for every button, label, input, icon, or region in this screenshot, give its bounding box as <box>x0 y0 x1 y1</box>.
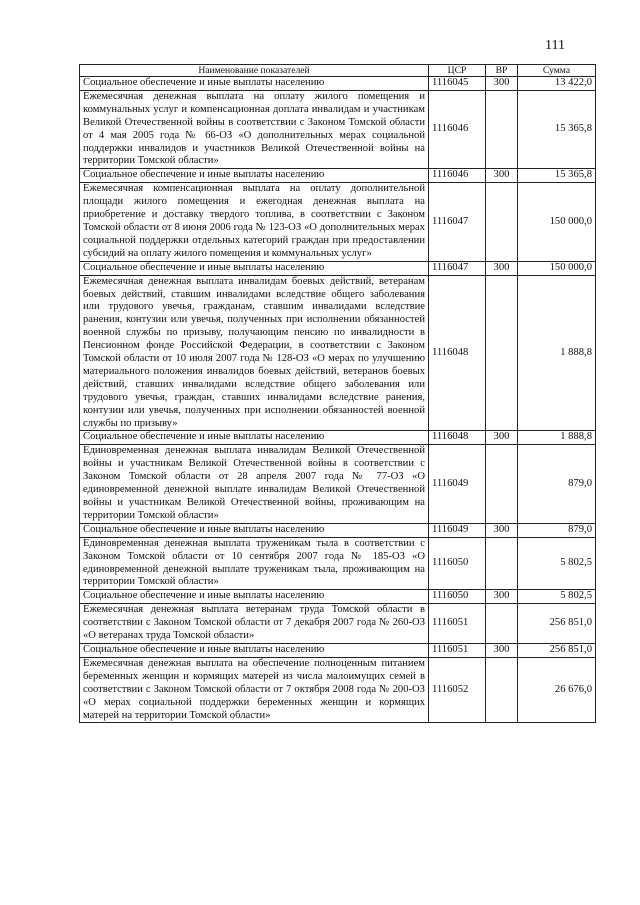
cell-name: Ежемесячная денежная выплата инвалидам боевых действий, ветеранам боевых действий, ставшим инвалидами вследствие общего заболевания или трудового увечья, гражданам, ставшим инвалидами вследствие ранения, контузии или увечья, полученных при исполнении обязанностей военной службы по призыву, получающим пенсию по инвалидности в Пенсионном фонде Российской Федерации, в соответствии с Законом Томской области от 10 июля 2007 года № 128-ОЗ «О мерах по улучшению материального положения инвалидов боевых действий, ветеранов боевых действий, ставших инвалидами вследствие общего заболевания или трудового увечья, граждан, ставших инвалидами вследствие ранения, контузии или увечья, полученных при исполнении обязанностей военной службы по призыву» <box>80 275 429 431</box>
table-header-row <box>80 65 596 77</box>
cell-sum: 15 365,8 <box>518 169 596 183</box>
cell-sum: 1 888,8 <box>518 275 596 431</box>
cell-sum: 15 365,8 <box>518 90 596 168</box>
header-sum: Сумма <box>518 65 596 77</box>
cell-csr: 1116049 <box>429 523 486 537</box>
cell-name: Социальное обеспечение и иные выплаты населению <box>80 77 429 91</box>
cell-name: Ежемесячная денежная выплата на оплату жилого помещения и коммунальных услуг и компенсационная доплата инвалидам и участникам Великой Отечественной войны в соответствии с Законом Томской области от 4 мая 2005 года № 66-ОЗ «О дополнительных мерах социальной поддержки инвалидов и участников Великой Отечественной войны на территории Томской области» <box>80 90 429 168</box>
cell-vr: 300 <box>486 523 518 537</box>
cell-csr: 1116050 <box>429 537 486 590</box>
cell-vr <box>486 90 518 168</box>
cell-sum: 5 802,5 <box>518 537 596 590</box>
cell-csr: 1116051 <box>429 604 486 644</box>
cell-vr: 300 <box>486 590 518 604</box>
table-row-subtotal <box>80 643 596 657</box>
cell-name: Социальное обеспечение и иные выплаты населению <box>80 261 429 275</box>
cell-name: Социальное обеспечение и иные выплаты населению <box>80 169 429 183</box>
cell-vr: 300 <box>486 431 518 445</box>
cell-sum: 256 851,0 <box>518 604 596 644</box>
cell-csr: 1116047 <box>429 183 486 261</box>
header-vr: ВР <box>486 65 518 77</box>
cell-vr <box>486 604 518 644</box>
budget-table <box>79 64 596 723</box>
cell-vr <box>486 657 518 723</box>
cell-name: Ежемесячная денежная выплата ветеранам труда Томской области в соответствии с Законом Томской области от 7 декабря 2007 года № 260-ОЗ «О ветеранах труда Томской области» <box>80 604 429 644</box>
table-row-subtotal <box>80 590 596 604</box>
cell-sum: 13 422,0 <box>518 77 596 91</box>
cell-sum: 879,0 <box>518 445 596 523</box>
cell-csr: 1116046 <box>429 90 486 168</box>
cell-name: Социальное обеспечение и иные выплаты населению <box>80 643 429 657</box>
table-row-subtotal <box>80 431 596 445</box>
header-name: Наименование показателей <box>80 65 429 77</box>
table-row-description <box>80 90 596 168</box>
cell-sum: 150 000,0 <box>518 183 596 261</box>
header-csr: ЦСР <box>429 65 486 77</box>
cell-name: Социальное обеспечение и иные выплаты населению <box>80 590 429 604</box>
cell-csr: 1116049 <box>429 445 486 523</box>
cell-csr: 1116046 <box>429 169 486 183</box>
table-row-subtotal <box>80 261 596 275</box>
table-body <box>80 77 596 723</box>
cell-vr: 300 <box>486 261 518 275</box>
cell-sum: 256 851,0 <box>518 643 596 657</box>
cell-name: Социальное обеспечение и иные выплаты населению <box>80 431 429 445</box>
table-row-description <box>80 604 596 644</box>
cell-vr <box>486 275 518 431</box>
cell-csr: 1116048 <box>429 431 486 445</box>
cell-sum: 26 676,0 <box>518 657 596 723</box>
table-row-description <box>80 445 596 523</box>
table-row-description <box>80 537 596 590</box>
cell-csr: 1116052 <box>429 657 486 723</box>
cell-name: Социальное обеспечение и иные выплаты населению <box>80 523 429 537</box>
cell-name: Ежемесячная компенсационная выплата на оплату дополнительной площади жилого помещения и ежегодная денежная выплата на приобретение и доставку твердого топлива, в соответствии с Законом Томской области от 8 июня 2006 года № 123-ОЗ «О дополнительных мерах социальной поддержки отдельных категорий граждан при предоставлении субсидий на оплату жилого помещения и коммунальных услуг» <box>80 183 429 261</box>
table-row-subtotal <box>80 77 596 91</box>
cell-vr <box>486 537 518 590</box>
cell-vr <box>486 183 518 261</box>
cell-vr <box>486 445 518 523</box>
cell-sum: 5 802,5 <box>518 590 596 604</box>
cell-sum: 879,0 <box>518 523 596 537</box>
table-row-description <box>80 657 596 723</box>
cell-name: Единовременная денежная выплата инвалидам Великой Отечественной войны и участникам Великой Отечественной войны в соответствии с Законом Томской области от 28 апреля 2007 года № 77-ОЗ «О единовременной денежной выплате инвалидам Великой Отечественной войны и участникам Великой Отечественной войны, проживающим на территории Томской области» <box>80 445 429 523</box>
cell-vr: 300 <box>486 643 518 657</box>
cell-vr: 300 <box>486 77 518 91</box>
cell-vr: 300 <box>486 169 518 183</box>
cell-sum: 1 888,8 <box>518 431 596 445</box>
cell-name: Единовременная денежная выплата труженикам тыла в соответствии с Законом Томской области от 10 сентября 2007 года № 185-ОЗ «О единовременной денежной выплате труженикам тыла, проживающим на территории Томской области» <box>80 537 429 590</box>
cell-csr: 1116047 <box>429 261 486 275</box>
table-row-subtotal <box>80 169 596 183</box>
cell-csr: 1116048 <box>429 275 486 431</box>
table-row-description <box>80 183 596 261</box>
cell-csr: 1116051 <box>429 643 486 657</box>
table-row-subtotal <box>80 523 596 537</box>
cell-sum: 150 000,0 <box>518 261 596 275</box>
cell-csr: 1116045 <box>429 77 486 91</box>
table-row-description <box>80 275 596 431</box>
cell-csr: 1116050 <box>429 590 486 604</box>
page-number: 111 <box>545 38 565 53</box>
cell-name: Ежемесячная денежная выплата на обеспечение полноценным питанием беременных женщин и кормящих матерей из числа малоимущих семей в соответствии с Законом Томской области от 7 октября 2008 года № 200-ОЗ «О мерах социальной поддержки беременных женщин и кормящих матерей на территории Томской области» <box>80 657 429 723</box>
